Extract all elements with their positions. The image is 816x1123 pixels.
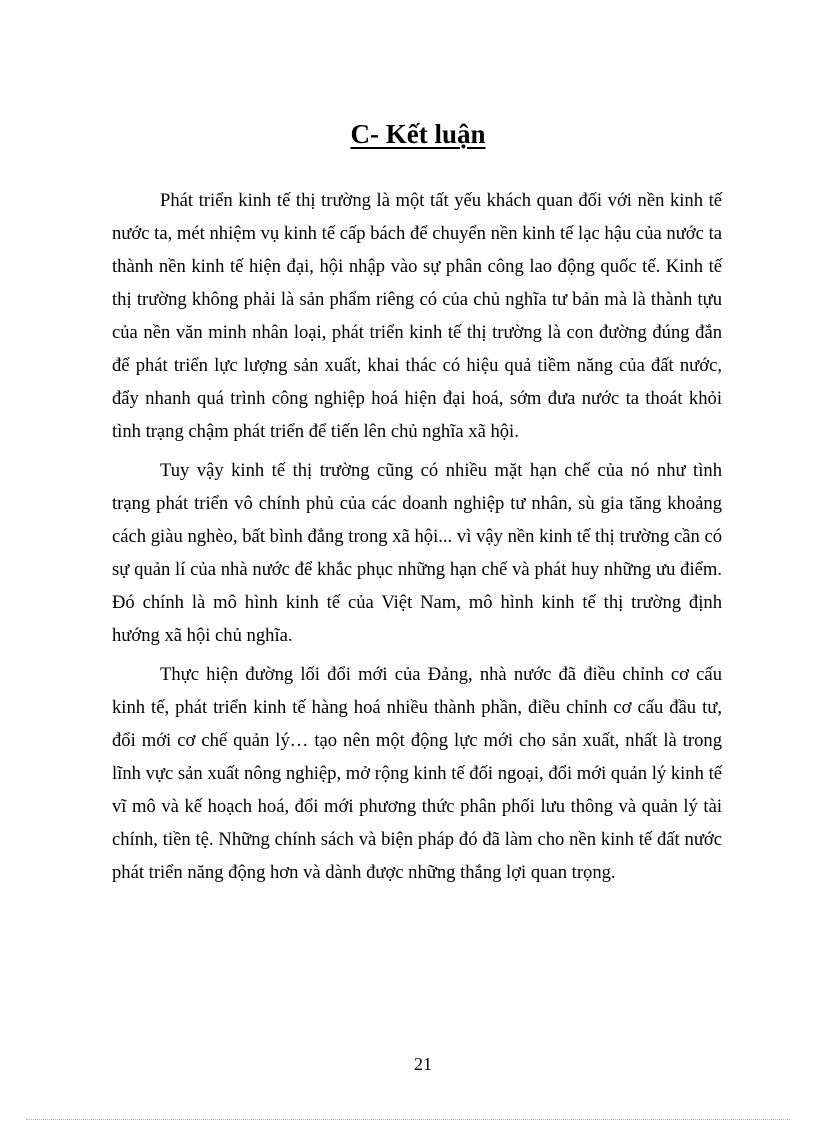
paragraph-2: Tuy vậy kinh tế thị trường cũng có nhiều mặt hạn chế của nó như tình trạng phát triển vô chính phủ của các doanh nghiệp tư nhân, sù gia tăng khoảng cách giàu nghèo, bất bình đẳng trong xã hội... vì vậy nền kinh tế thị trường cần có sự quản lí của nhà nước để khắc phục những hạn chế và phát huy những ưu điểm. Đó chính là mô hình kinh tế của Việt Nam, mô hình kinh tế thị trường định hướng xã hội chủ nghĩa. bbox=[112, 460, 722, 646]
page-number: 21 bbox=[414, 1054, 432, 1074]
paragraph-1: Phát triển kinh tế thị trường là một tất yếu khách quan đối với nền kinh tế nước ta, mét nhiệm vụ kinh tế cấp bách để chuyển nền kinh tế lạc hậu của nước ta thành nền kinh tế hiện đại, hội nhập vào sự phân công lao động quốc tế. Kinh tế thị trường không phải là sản phẩm riêng có của chủ nghĩa tư bản mà là thành tựu của nền văn minh nhân loại, phát triển kinh tế thị trường là con đường đúng đắn để phát triển lực lượng sản xuất, khai thác có hiệu quả tiềm năng của đất nước, đẩy nhanh quá trình công nghiệp hoá hiện đại hoá, sớm đưa nước ta thoát khỏi tình trạng chậm phát triển để tiến lên chủ nghĩa xã hội. bbox=[112, 190, 722, 442]
page-bottom-divider bbox=[26, 1119, 790, 1120]
body-text bbox=[112, 184, 722, 895]
page-title-text: C- Kết luận bbox=[350, 119, 486, 149]
page-title bbox=[0, 116, 816, 152]
paragraph-3: Thực hiện đường lối đổi mới của Đảng, nhà nước đã điều chỉnh cơ cấu kinh tế, phát triển kinh tế hàng hoá nhiều thành phần, điều chỉnh cơ cấu đầu tư, đổi mới cơ chế quản lý… tạo nên một động lực mới cho sản xuất, nhất là trong lĩnh vực sản xuất nông nghiệp, mở rộng kinh tế đối ngoại, đổi mới quản lý kinh tế vĩ mô và kế hoạch hoá, đổi mới phương thức phân phối lưu thông và quản lý tài chính, tiền tệ. Những chính sách và biện pháp đó đã làm cho nền kinh tế đất nước phát triển năng động hơn và dành được những thắng lợi quan trọng. bbox=[112, 664, 722, 883]
